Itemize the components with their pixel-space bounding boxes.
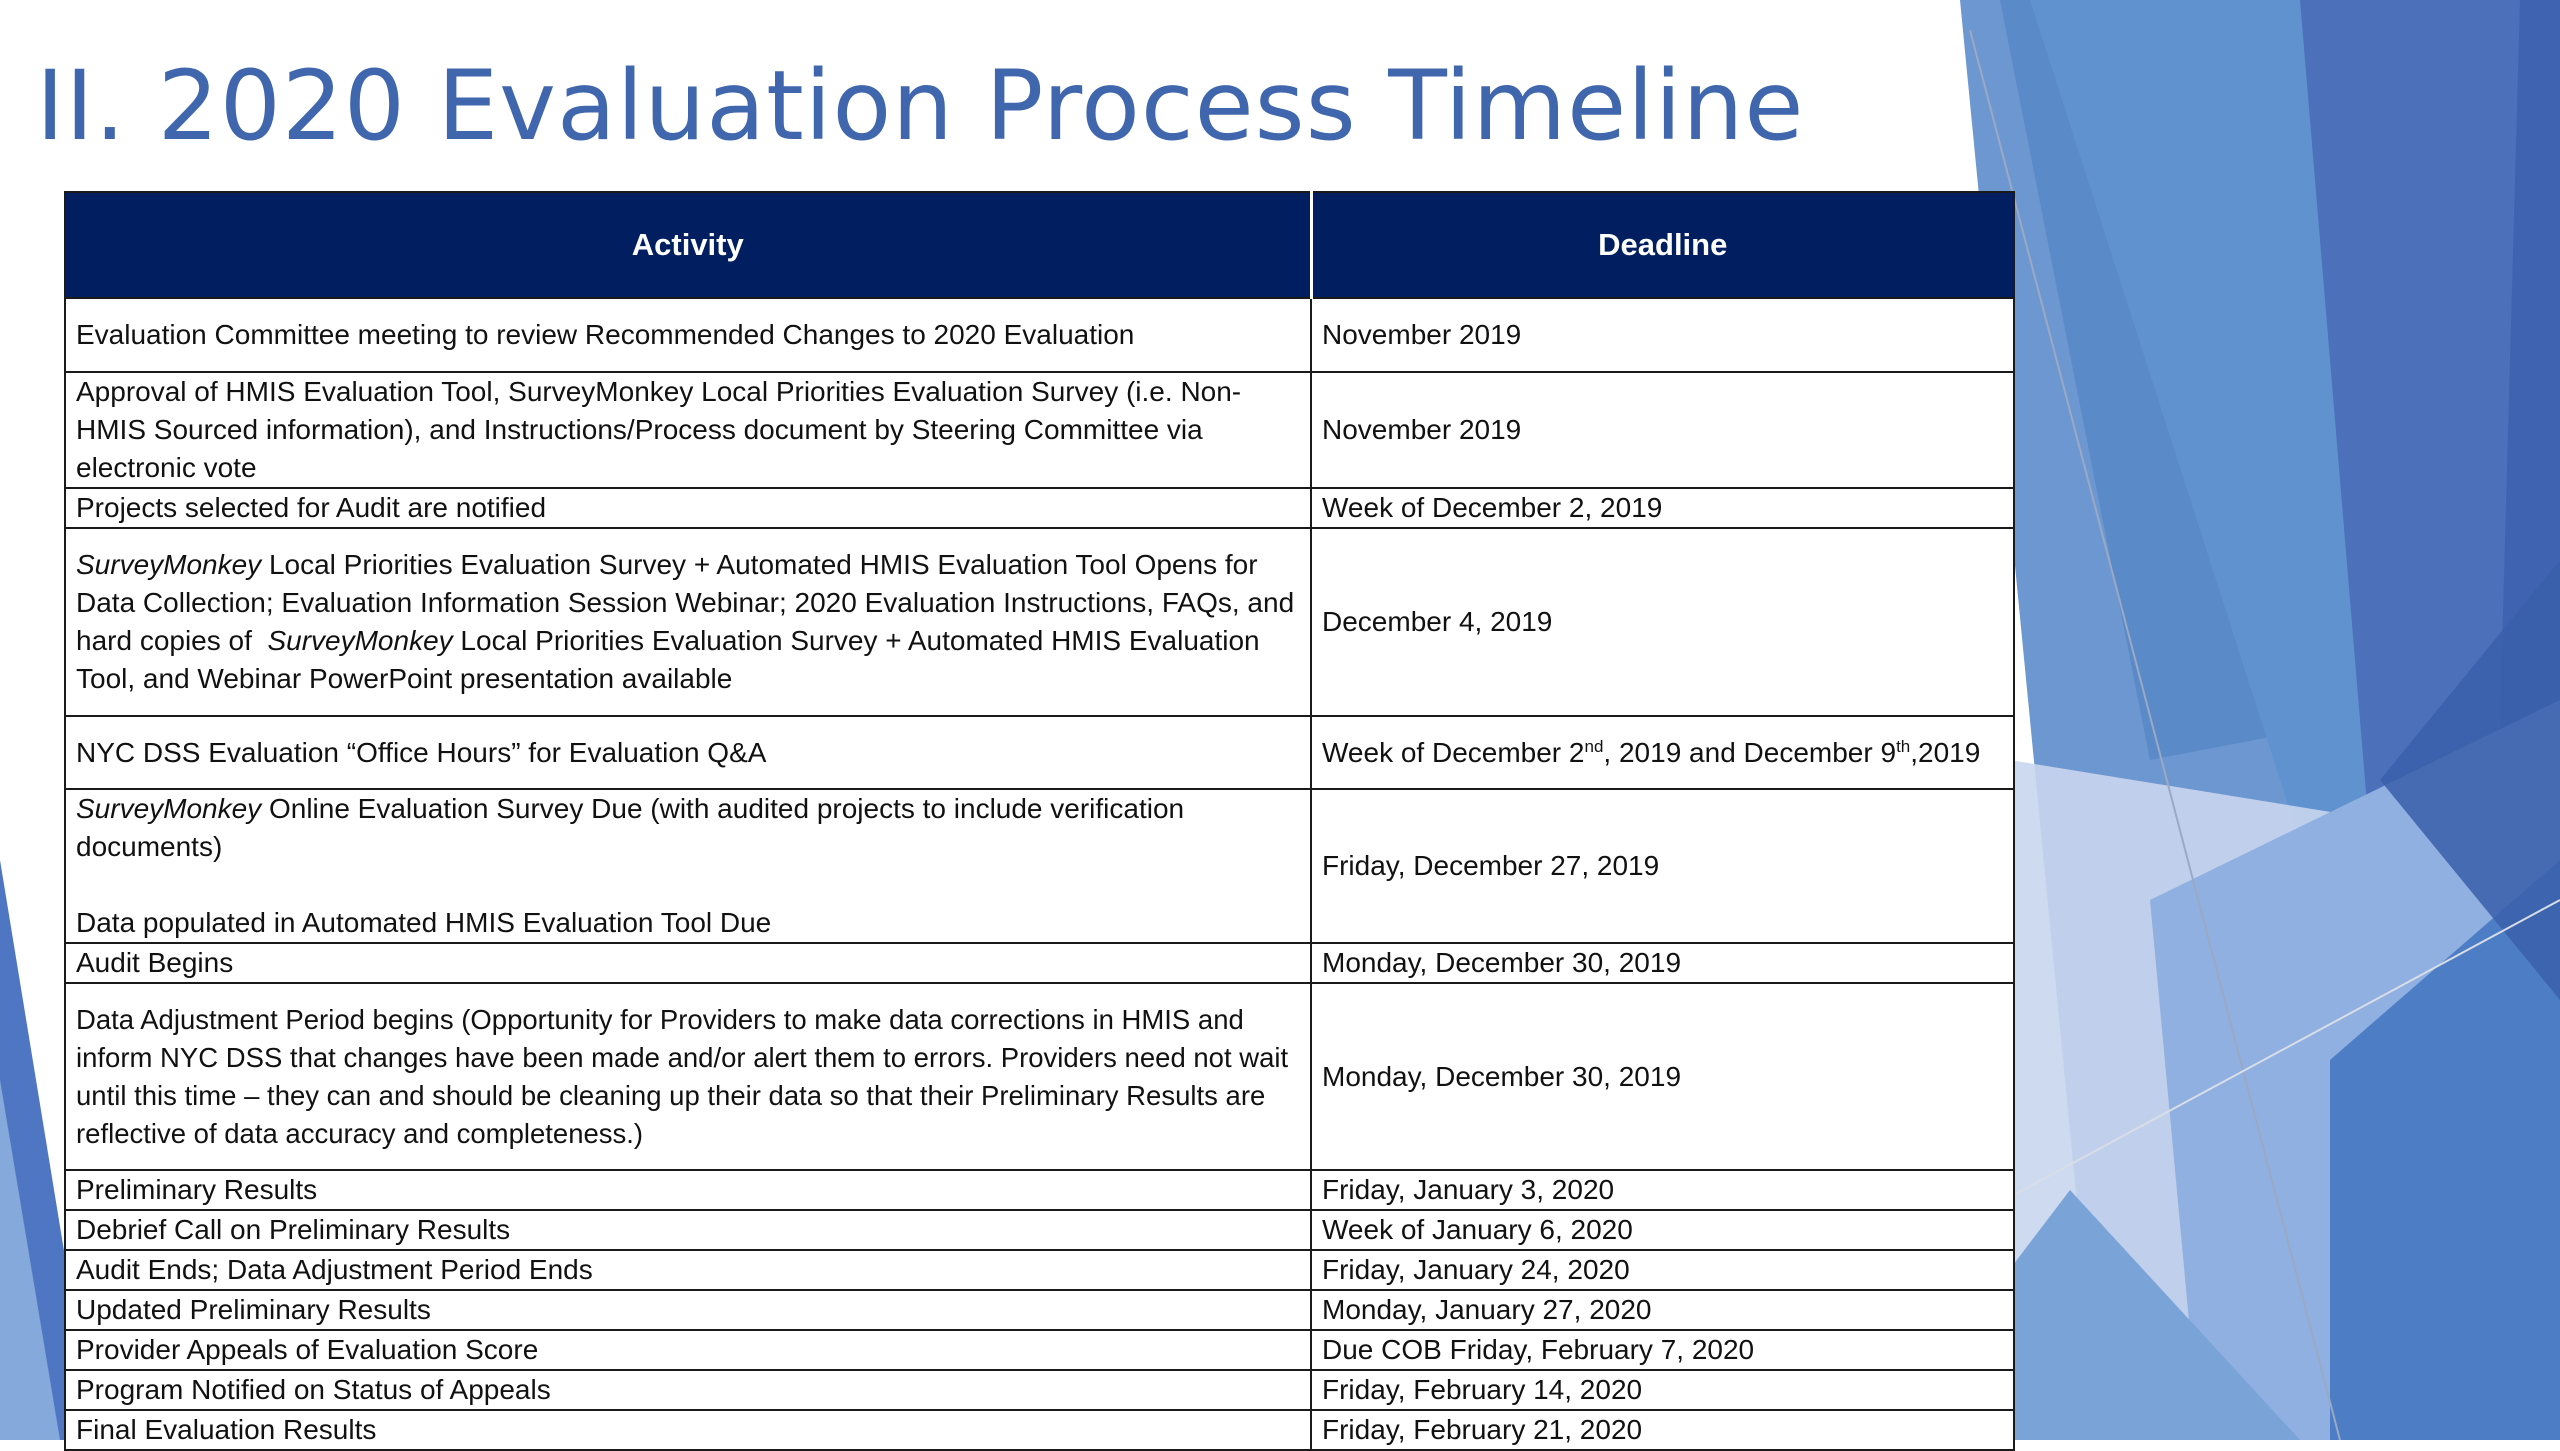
- activity-cell: Projects selected for Audit are notified: [65, 488, 1311, 528]
- deadline-cell: Friday, February 21, 2020: [1311, 1410, 2014, 1450]
- activity-cell: Data Adjustment Period begins (Opportunity for Providers to make data corrections in HMIS and inform NYC DSS that changes have been made and/or alert them to errors. Providers need not wait until this time – they can and should be cleaning up their data so that their Preliminary Results are reflective of data accuracy and completeness.): [65, 983, 1311, 1170]
- activity-cell: [65, 528, 1311, 716]
- table-row: [65, 298, 2014, 372]
- activity-column-header: Activity: [65, 192, 1311, 298]
- table-row: [65, 943, 2014, 983]
- table-row: [65, 1170, 2014, 1210]
- table-row: [65, 1330, 2014, 1370]
- deadline-cell: December 4, 2019: [1311, 528, 2014, 716]
- activity-cell: Provider Appeals of Evaluation Score: [65, 1330, 1311, 1370]
- deadline-cell: Friday, December 27, 2019: [1311, 789, 2014, 943]
- table-row: [65, 372, 2014, 488]
- activity-cell: Updated Preliminary Results: [65, 1290, 1311, 1330]
- table-row: [65, 1250, 2014, 1290]
- activity-cell: Evaluation Committee meeting to review Recommended Changes to 2020 Evaluation: [65, 298, 1311, 372]
- activity-cell: Audit Begins: [65, 943, 1311, 983]
- deadline-cell: Week of December 2nd, 2019 and December 9th,2019: [1311, 716, 2014, 789]
- page-title: II. 2020 Evaluation Process Timeline: [36, 50, 1805, 162]
- deadline-cell: November 2019: [1311, 298, 2014, 372]
- deadline-cell: Monday, December 30, 2019: [1311, 983, 2014, 1170]
- timeline-table: [64, 191, 2015, 1451]
- activity-line: Data Collection; Evaluation Information Session Webinar; 2020 Evaluation Instructions, FAQs, and: [76, 587, 1295, 618]
- deadline-cell: Due COB Friday, February 7, 2020: [1311, 1330, 2014, 1370]
- activity-cell: Audit Ends; Data Adjustment Period Ends: [65, 1250, 1311, 1290]
- deadline-cell: Week of December 2, 2019: [1311, 488, 2014, 528]
- activity-cell: NYC DSS Evaluation “Office Hours” for Evaluation Q&A: [65, 716, 1311, 789]
- table-row: [65, 488, 2014, 528]
- header-row: [65, 192, 2014, 298]
- deadline-cell: Friday, February 14, 2020: [1311, 1370, 2014, 1410]
- surveymonkey-italic: SurveyMonkey: [267, 625, 453, 656]
- deadline-cell: Friday, January 24, 2020: [1311, 1250, 2014, 1290]
- table-row: [65, 983, 2014, 1170]
- activity-line: SurveyMonkey Online Evaluation Survey Due (with audited projects to include verification: [76, 793, 1185, 824]
- table-row: [65, 1210, 2014, 1250]
- deadline-cell: Monday, January 27, 2020: [1311, 1290, 2014, 1330]
- surveymonkey-italic: SurveyMonkey: [76, 793, 262, 824]
- deadline-cell: Week of January 6, 2020: [1311, 1210, 2014, 1250]
- table-row: [65, 1370, 2014, 1410]
- deadline-column-header: Deadline: [1311, 192, 2014, 298]
- deadline-cell: Monday, December 30, 2019: [1311, 943, 2014, 983]
- table-row: [65, 716, 2014, 789]
- activity-cell: Debrief Call on Preliminary Results: [65, 1210, 1311, 1250]
- activity-cell: [65, 789, 1311, 943]
- activity-line: Data populated in Automated HMIS Evaluation Tool Due: [76, 907, 772, 938]
- activity-cell: Preliminary Results: [65, 1170, 1311, 1210]
- deadline-cell: November 2019: [1311, 372, 2014, 488]
- activity-cell: Final Evaluation Results: [65, 1410, 1311, 1450]
- activity-line: SurveyMonkey Local Priorities Evaluation Survey + Automated HMIS Evaluation Tool Opens for: [76, 549, 1258, 580]
- activity-line: hard copies of SurveyMonkey Local Priorities Evaluation Survey + Automated HMIS Evaluation: [76, 625, 1260, 656]
- table-row: [65, 1290, 2014, 1330]
- activity-line: Tool, and Webinar PowerPoint presentation available: [76, 663, 733, 694]
- activity-line: documents): [76, 831, 223, 862]
- table-row: [65, 789, 2014, 943]
- surveymonkey-italic: SurveyMonkey: [76, 549, 262, 580]
- deadline-cell: Friday, January 3, 2020: [1311, 1170, 2014, 1210]
- activity-cell: Approval of HMIS Evaluation Tool, SurveyMonkey Local Priorities Evaluation Survey (i.e. Non-HMIS Sourced information), and Instructions/Process document by Steering Committee via electronic vote: [65, 372, 1311, 488]
- activity-cell: Program Notified on Status of Appeals: [65, 1370, 1311, 1410]
- table-row: [65, 1410, 2014, 1450]
- table-row: [65, 528, 2014, 716]
- line-gap: [76, 866, 1300, 904]
